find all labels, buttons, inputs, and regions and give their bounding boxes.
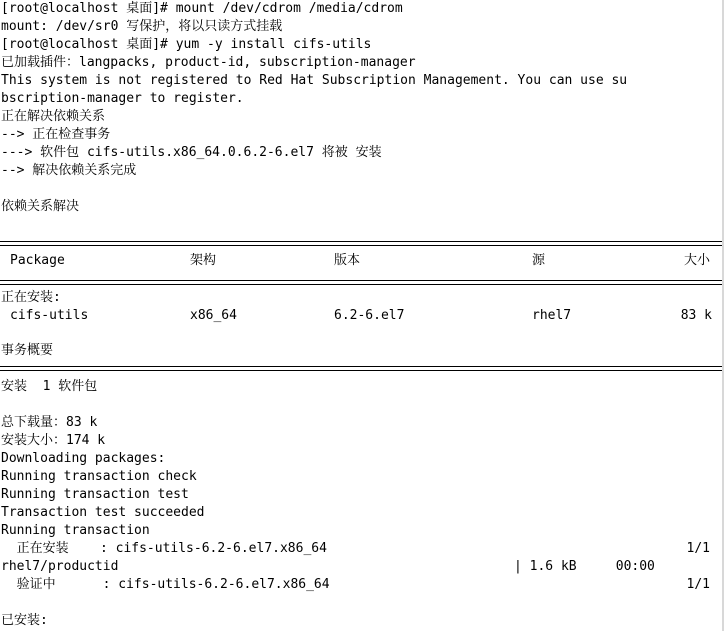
table-header-divider [0,280,722,285]
installed-section-label: 已安装: [1,613,48,628]
column-header-size: 大小 [683,253,710,268]
terminal-line: bscription-manager to register. [1,91,244,106]
downloading-line: Downloading packages: [1,451,166,466]
column-header-arch: 架构 [190,253,217,268]
terminal-line: This system is not registered to Red Hat Subscription Management. You can use su [1,73,628,88]
table-cell-arch: x86_64 [190,308,237,323]
terminal-line: [root@localhost 桌面]# yum -y install cifs-utils [1,37,372,52]
install-count-line: 安装 1 软件包 [1,379,98,394]
terminal-line: ---> 软件包 cifs-utils.x86_64.0.6.2-6.el7 将被 安装 [1,145,382,160]
productid-line-name: rhel7/productid [1,559,119,574]
terminal-line: 正在解决依赖关系 [1,109,106,124]
column-header-package: Package [10,253,65,268]
verifying-progress-label: 验证中 : cifs-utils-6.2-6.el7.x86_64 [1,577,330,592]
terminal-line: --> 解决依赖关系完成 [1,163,137,178]
installing-progress-count: 1/1 [686,541,710,556]
table-cell-version: 6.2-6.el7 [334,308,405,323]
installing-section-label: 正在安装: [1,290,61,305]
table-top-divider [0,241,722,246]
terminal-line: mount: /dev/sr0 写保护，将以只读方式挂载 [1,19,283,34]
installed-size-line: 安装大小：174 k [1,433,106,448]
transaction-check-line: Running transaction check [1,469,197,484]
transaction-summary-title: 事务概要 [1,343,54,358]
summary-divider [0,366,722,371]
installing-progress-label: 正在安装 : cifs-utils-6.2-6.el7.x86_64 [1,541,327,556]
verifying-progress-count: 1/1 [686,577,710,592]
running-transaction-line: Running transaction [1,523,150,538]
table-cell-repo: rhel7 [532,308,572,323]
terminal-line: 依赖关系解决 [1,199,80,214]
terminal-line: [root@localhost 桌面]# mount /dev/cdrom /media/cdrom [1,1,403,16]
transaction-succeeded-line: Transaction test succeeded [1,505,205,520]
total-download-line: 总下载量：83 k [1,415,98,430]
productid-line-stats: | 1.6 kB 00:00 [514,559,655,574]
transaction-test-line: Running transaction test [1,487,189,502]
column-header-repo: 源 [532,253,546,268]
terminal-line: --> 正在检查事务 [1,127,111,142]
terminal-line: 已加载插件：langpacks, product-id, subscription-manager [1,55,416,70]
table-cell-package: cifs-utils [10,308,89,323]
column-header-version: 版本 [334,253,361,268]
table-cell-size: 83 k [680,308,712,323]
